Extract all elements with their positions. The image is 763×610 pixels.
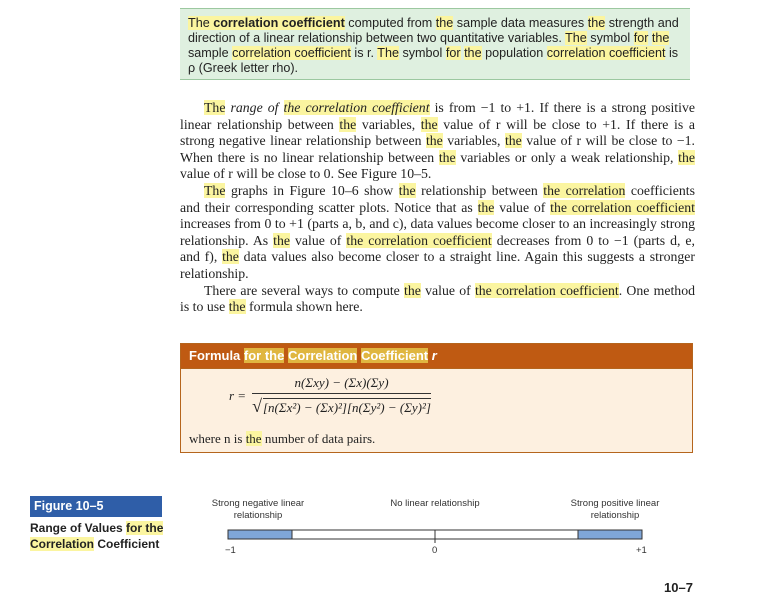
formula-numerator: n(Σxy) − (Σx)(Σy) (294, 375, 389, 390)
def-text: strength and direction of a linear relationship between two quantitative variables. (188, 16, 679, 45)
paragraph-graphs: The graphs in Figure 10–6 show the relationship between the correlation coefficients and their corresponding scatter plots. Notice that as the value of the correlation coefficient increases from 0 to +1 (parts a, b, and c), data values become closer to an increasingly strong relationship. As the value of the correlation coefficient decreases from 0 to −1 (parts d, e, and f), the data values also become closer to a straight line. Again this suggests a stronger relationship. (180, 182, 696, 281)
def-text: the (464, 46, 482, 60)
def-text: the (587, 16, 606, 30)
def-text: computed from (344, 16, 436, 30)
sqrt-icon: √ (252, 396, 262, 416)
def-text: for (445, 46, 461, 60)
def-text: is r. (350, 46, 378, 60)
def-text: population (481, 46, 547, 60)
paragraph-range: The range of the correlation coefficient is from −1 to +1. If there is a strong positive linear relationship between the variables, the value of r will be close to +1. If there is a strong negative linear relationship between the variables, the value of r will be close to −1. When there is no linear relationship between the variables or only a weak relationship, the value of r will be close to 0. See Figure 10–5. (180, 100, 696, 182)
def-text: for (633, 31, 649, 45)
strong-positive-label: Strong positive linear relationship (570, 498, 660, 521)
def-text: The (377, 46, 399, 60)
formula-where-note: where n is the number of data pairs. (189, 431, 376, 446)
figure-label: Figure 10–5 (30, 496, 162, 517)
tick-mid-label: 0 (432, 545, 438, 556)
def-text: correlation coefficient (546, 46, 666, 60)
formula-box (180, 343, 693, 453)
page-number: 10–7 (664, 580, 693, 595)
correlation-formula (229, 375, 431, 417)
def-text: symbol (398, 46, 446, 60)
negative-range-bar (228, 530, 292, 539)
formula-denominator: [n(Σx²) − (Σx)²][n(Σy²) − (Σy)²] (262, 399, 431, 415)
def-text: the (435, 16, 454, 30)
formula-lhs: r = (229, 388, 247, 403)
positive-range-bar (578, 530, 642, 539)
def-text: is ρ (Greek letter rho). (188, 46, 679, 75)
tick-max-label: +1 (636, 545, 647, 556)
def-text: sample (188, 46, 233, 60)
no-linear-label: No linear relationship (390, 498, 480, 509)
paragraph-compute: There are several ways to compute the value of the correlation coefficient. One method is to use the formula shown here. (180, 282, 696, 315)
def-text: The (565, 31, 587, 45)
def-text: correlation coefficient (232, 46, 351, 60)
def-term: correlation coefficient (213, 16, 345, 30)
strong-negative-label: Strong negative linear relationship (211, 498, 305, 521)
definition-box (180, 8, 690, 80)
formula-box-title: Formula for the Correlation Coefficient r (181, 344, 692, 368)
def-text: The (188, 16, 214, 30)
def-text: symbol (586, 31, 634, 45)
body-text (180, 100, 695, 316)
figure-caption: Range of Values for the Correlation Coefficient (30, 521, 164, 551)
def-text: the (651, 31, 670, 45)
def-text: sample data measures (453, 16, 588, 30)
tick-min-label: −1 (225, 545, 236, 556)
